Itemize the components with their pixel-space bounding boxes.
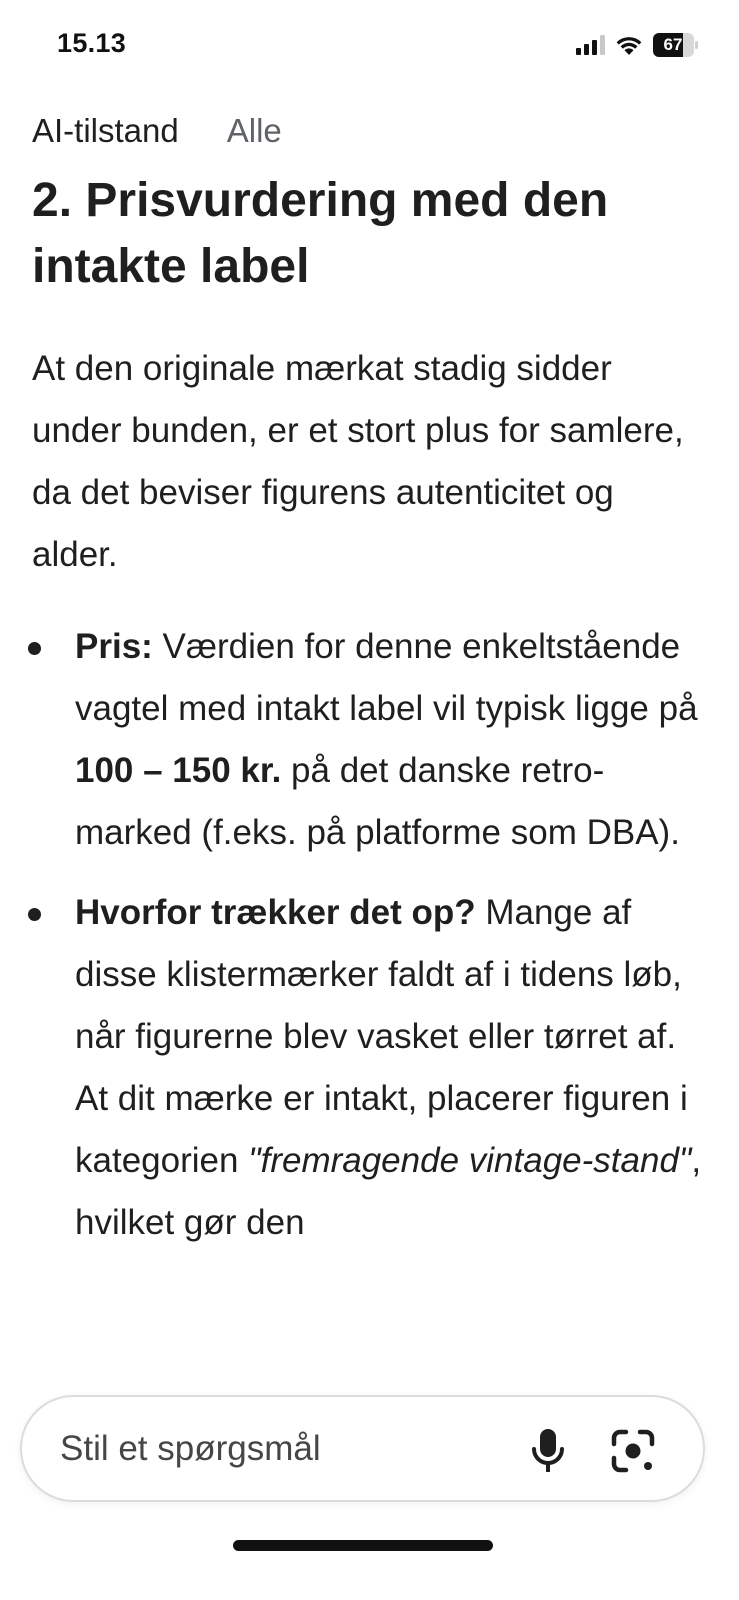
battery-level: 67 — [663, 35, 683, 54]
answer-content — [32, 168, 707, 1272]
bullet-dot-icon — [28, 908, 41, 921]
status-bar — [0, 0, 739, 90]
price-range: 100 – 150 kr. — [75, 751, 282, 790]
intro-paragraph: At den originale mærkat stadig sidder under bunden, er et stort plus for samlere, da det beviser figurens autenticitet og alder. — [32, 349, 684, 574]
status-time: 15.13 — [57, 28, 127, 58]
search-input[interactable] — [60, 1427, 500, 1471]
bullet-text: Mange af disse klistermærker faldt af i tidens løb, når figurerne blev vasket eller tørret af. At dit mærke er intakt, placerer figuren i kategorien — [75, 893, 688, 1180]
wifi-icon — [615, 35, 643, 56]
search-box — [20, 1395, 705, 1502]
signal-icon — [576, 35, 605, 55]
camera-lens-icon[interactable] — [610, 1428, 656, 1474]
battery-icon — [653, 33, 699, 57]
category-quote: "fremragende vintage-stand" — [248, 1141, 692, 1180]
status-icons — [576, 32, 699, 58]
bullet-text: , hvilket gør den — [75, 1141, 702, 1242]
tab-all[interactable]: Alle — [226, 112, 282, 149]
bullet-text: Værdien for denne enkeltstående vagtel med intakt label vil typisk ligge på — [75, 627, 698, 728]
bullet-item-why — [32, 882, 707, 1254]
tab-ai-mode[interactable]: AI-tilstand — [32, 112, 179, 149]
bullet-item-price — [32, 616, 707, 864]
mode-tabs — [32, 111, 282, 151]
bullet-text: på det danske retro-marked (f.eks. på platforme som DBA). — [75, 751, 680, 852]
bullet-dot-icon — [28, 642, 41, 655]
bullet-list — [32, 616, 707, 1254]
bullet-label: Hvorfor trækker det op? — [75, 893, 476, 932]
home-indicator[interactable] — [233, 1540, 493, 1551]
microphone-icon[interactable] — [530, 1427, 566, 1475]
bullet-label: Pris: — [75, 627, 153, 666]
section-heading: 2. Prisvurdering med den intakte label — [32, 174, 609, 293]
